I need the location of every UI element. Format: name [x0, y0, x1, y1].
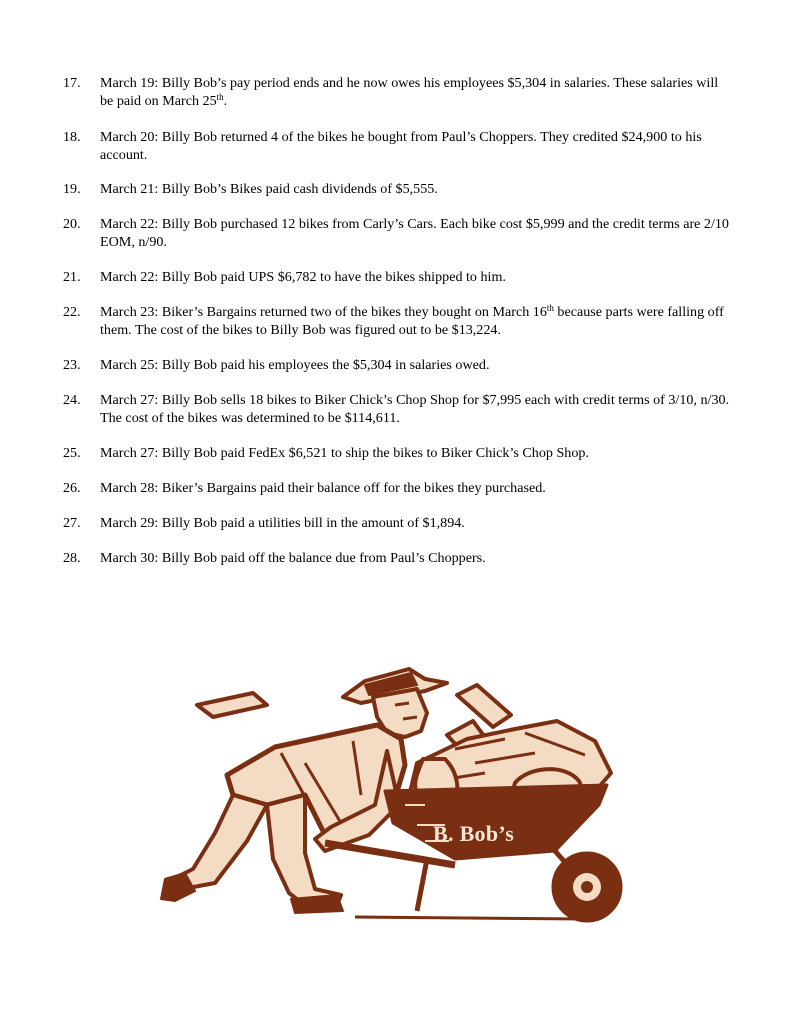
list-item — [63, 268, 733, 286]
list-item — [63, 303, 733, 338]
list-item — [63, 74, 733, 109]
item-number: 25. — [63, 445, 81, 461]
item-text: March 22: Billy Bob purchased 12 bikes from Carly’s Cars. Each bike cost $5,999 and the credit terms are 2/10 EOM, n/90. — [100, 216, 729, 250]
item-text: March 20: Billy Bob returned 4 of the bikes he bought from Paul’s Choppers. They credited $24,900 to his account. — [100, 129, 702, 163]
item-text: March 21: Billy Bob’s Bikes paid cash dividends of $5,555. — [100, 181, 438, 197]
item-number: 21. — [63, 269, 81, 285]
list-item — [63, 549, 733, 567]
list-item — [63, 215, 733, 250]
item-text: March 23: Biker’s Bargains returned two of the bikes they bought on March 16th because parts were falling off them. The cost of the bikes to Billy Bob was figured out to be $13,224. — [100, 303, 724, 338]
leg-icon — [177, 795, 267, 889]
list-item — [63, 479, 733, 497]
item-text: March 22: Billy Bob paid UPS $6,782 to have the bikes shipped to him. — [100, 269, 506, 285]
item-number: 23. — [63, 357, 81, 373]
wheelbarrow-man-illustration — [155, 655, 635, 930]
item-number: 18. — [63, 129, 81, 145]
list-item — [63, 180, 733, 198]
item-text: March 28: Biker’s Bargains paid their balance off for the bikes they purchased. — [100, 480, 546, 496]
item-number: 28. — [63, 550, 81, 566]
shoe-icon — [291, 895, 343, 913]
item-number: 24. — [63, 392, 81, 408]
item-text: March 30: Billy Bob paid off the balance due from Paul’s Choppers. — [100, 550, 486, 566]
flying-bill-icon — [457, 685, 511, 727]
list-item — [63, 128, 733, 163]
item-number: 26. — [63, 480, 81, 496]
item-text: March 27: Billy Bob paid FedEx $6,521 to ship the bikes to Biker Chick’s Chop Shop. — [100, 445, 589, 461]
item-text: March 29: Billy Bob paid a utilities bill in the amount of $1,894. — [100, 515, 465, 531]
list-item — [63, 391, 733, 426]
item-number: 27. — [63, 515, 81, 531]
item-number: 20. — [63, 216, 81, 232]
item-number: 22. — [63, 304, 81, 320]
item-text: March 27: Billy Bob sells 18 bikes to Biker Chick’s Chop Shop for $7,995 each with credit terms of 3/10, n/30. The cost of the bikes was determined to be $114,611. — [100, 392, 730, 426]
flying-bill-icon — [197, 693, 267, 717]
list-item — [63, 444, 733, 462]
list-item — [63, 356, 733, 374]
list-item — [63, 514, 733, 532]
wheelbarrow-label: B. Bob’s — [433, 821, 515, 846]
item-number: 17. — [63, 75, 81, 91]
item-text: March 25: Billy Bob paid his employees the $5,304 in salaries owed. — [100, 357, 490, 373]
item-text: March 19: Billy Bob’s pay period ends and he now owes his employees $5,304 in salaries. These salaries will be paid on March 25th. — [100, 75, 719, 109]
item-number: 19. — [63, 181, 81, 197]
transaction-list — [63, 74, 733, 567]
